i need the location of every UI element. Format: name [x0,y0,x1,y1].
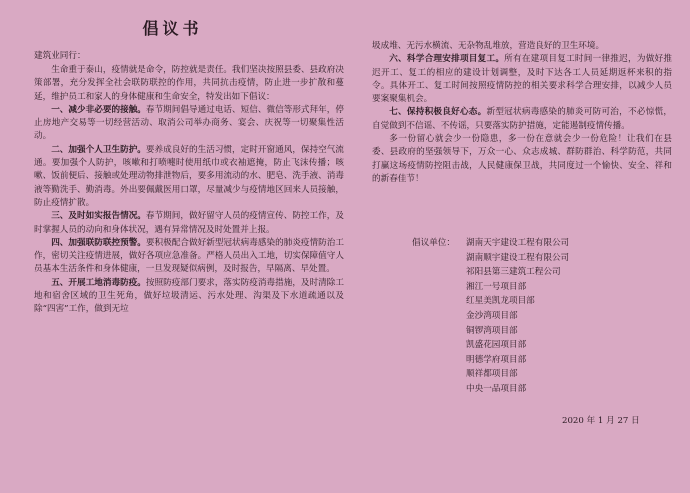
signatory-row [412,353,672,368]
signatory-row [412,294,672,309]
signatory-name: 湖南天宇建设工程有限公司 [466,238,570,248]
signatory-label [412,367,466,382]
paragraph [372,106,672,133]
signatory-block [412,236,672,397]
signatory-name: 中央一品项目部 [466,383,527,394]
paragraph-heading: 一、减少非必要的接触。 [51,104,146,115]
paragraph-text: 圾成堆、无污水横流、无杂物乱堆放，营造良好的卫生环境。 [372,41,605,51]
signatory-row [412,324,672,339]
signatory-label [412,294,466,309]
paragraph-heading: 三、及时如实报告情况。 [51,211,146,222]
signatory-name: 湘江一号项目部 [466,281,527,292]
left-body [34,64,344,317]
paragraph [34,277,344,317]
paragraph-heading: 五、开展工地消毒防疫。 [51,277,146,288]
signatory-row [412,367,672,382]
page-title: 倡议书 [142,19,203,38]
paragraph [372,53,672,106]
signatory-label [412,309,466,324]
signatory-label [412,338,466,353]
signatory-row [412,309,672,324]
signatory-name: 顺祥都项目部 [466,369,518,380]
salutation: 建筑业同行： [34,51,86,61]
paragraph [34,210,344,237]
paragraph [34,144,344,210]
signatory-name: 明德学府项目部 [466,354,527,365]
paragraph-text: 新型冠状病毒感染的肺炎可防可治，不必惊慌，自觉做到不信谣、不传谣，只要落实防护措施，定能遏制疫情传播。 [372,107,672,131]
signatory-name: 凯盛花园项目部 [466,340,527,351]
paragraph-heading: 二、加强个人卫生防护。 [51,144,146,155]
signatory-label: 倡议单位： [412,238,455,248]
paragraph [34,237,344,277]
signatory-label [412,251,466,266]
signatory-name: 湖南顺宇建设工程有限公司 [466,252,570,263]
paragraph-text: 春节期间，做好留守人员的疫情宣传、防控工作，及时掌握人员的动向和身体状况，遇有异常情况及时处置并上报。 [34,211,344,235]
paragraph-heading: 四、加强联防联控预警。 [51,237,146,248]
paragraph-text: 要积极配合做好新型冠状病毒感染的肺炎疫情防治工作，密切关注疫情进展，做好各项应急准备。严格人员出入工地，切实保障值守人员基本生活条件和身体健康，一旦发现疑似病例，及时报告，早隔离、早处置。 [34,237,344,275]
signatory-row [412,280,672,295]
paragraph [34,104,344,144]
signatory-row [412,338,672,353]
signatory-row [412,251,672,266]
paragraph-text: 要养成良好的生活习惯，定时开窗通风，保持空气流通。要加强个人防护，咳嗽和打喷嚏时使用纸巾或衣袖遮掩，防止飞沫传播；咳嗽、饭前便后、接触或处理动物排泄物后，要多用流动的水、肥皂、洗手液、消毒液等勤洗手、勤消毒。外出要佩戴医用口罩，尽量减少与疫情地区回来人员接触，防止疫情扩散。 [34,144,344,208]
signatory-label [412,353,466,368]
paragraph-text: 春节期间倡导通过电话、短信、微信等形式拜年，停止房地产交易等一切经营活动、取消公司举办商务、宴会、庆祝等一切聚集性活动。 [34,104,344,142]
signatory-row [412,382,672,397]
signatory-label [412,324,466,339]
paragraph [372,40,672,53]
paragraph-heading: 七、保持积极良好心态。 [389,107,487,118]
paragraph-text: 按照防疫部门要求，落实防疫消毒措施，及时清除工地和宿舍区域的卫生死角，做好垃圾清运、污水处理、沟渠及下水道疏通以及除“四害”工作，做到无垃 [34,277,344,315]
signatory-name: 金沙湾项目部 [466,310,518,321]
document-date: 2020 年 1 月 27 日 [562,416,640,426]
paragraph [372,133,672,186]
signatory-name: 铜锣湾项目部 [466,325,518,336]
paragraph-text: 多一份留心就会少一份隐患，多一份在意就会少一份危险！让我们在县委、县政府的坚强领导下，万众一心、众志成城、群防群治、科学防范，共同打赢这场疫情防控阻击战，人民健康保卫战，共同度过一个愉快、安全、祥和的新春佳节！ [372,134,672,184]
signatory-name: 祁阳县第三建筑工程公司 [466,267,561,278]
signatory-name: 红星美凯龙项目部 [466,296,535,307]
paragraph-text: 生命重于泰山，疫情就是命令，防控就是责任。我们坚决按照县委、县政府决策部署，充分发挥全社会联防联控的作用，共同抗击疫情，防止进一步扩散和蔓延，维护员工和家人的身体健康和生命安全，特发出如下倡议： [34,65,344,102]
paragraph [34,64,344,104]
paragraph-heading: 六、科学合理安排项目复工。 [389,54,505,65]
signatory-row [412,265,672,280]
signatory-label [412,280,466,295]
right-body [372,40,672,186]
signatory-label [412,382,466,397]
signatory-label [412,265,466,280]
signatory-row [412,236,672,251]
paragraph-text: 所有在建项目复工时间一律推迟，为做好推迟开工、复工的相应的建设计划调整，及时下达各工人员延期返杯来积的指令。具体开工、复工时间按照疫情防控的相关要求科学合理安排，以减少人员要案聚集机会。 [372,54,672,105]
